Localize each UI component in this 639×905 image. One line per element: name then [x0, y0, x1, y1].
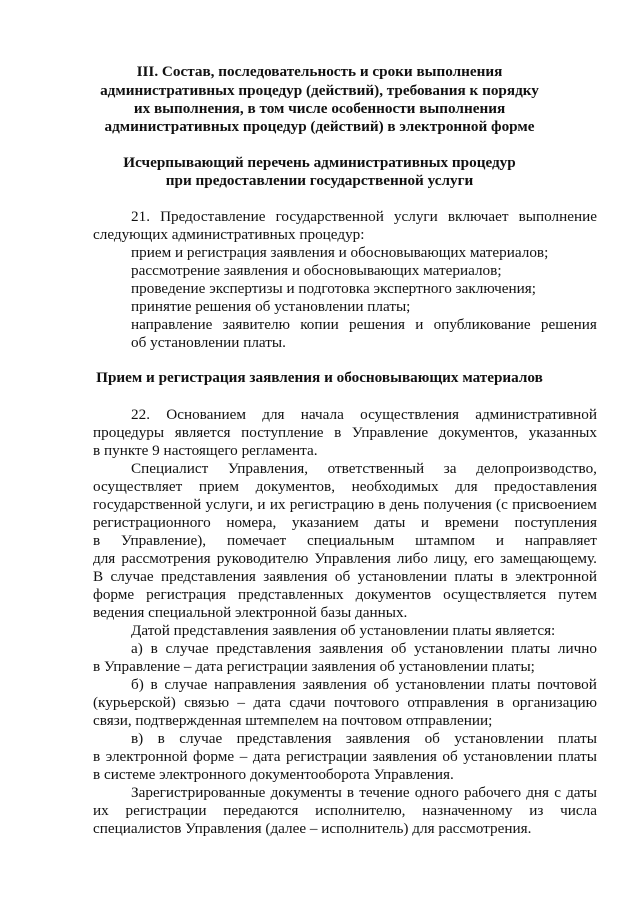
- word: установлении: [454, 730, 544, 747]
- word: заявления: [302, 676, 367, 693]
- word: предоставления: [494, 478, 597, 495]
- p22-line: в пункте 9 настоящего регламента.: [93, 442, 318, 459]
- word: прием: [198, 478, 240, 495]
- word: штампом: [415, 532, 475, 549]
- word: в: [93, 532, 101, 549]
- p22-line: связи, подтвержденная штемпелем на почтовом отправлении;: [93, 712, 493, 729]
- word: течение: [359, 784, 410, 801]
- word: и: [257, 496, 266, 513]
- word: регистрацию: [289, 496, 374, 513]
- word: представления: [236, 730, 332, 747]
- word: Предоставление: [160, 208, 266, 225]
- word: решения: [540, 316, 597, 333]
- word: рассмотрения: [121, 550, 211, 567]
- word: указанием: [291, 514, 359, 531]
- section-heading-line: административных процедур (действий) в электронной форме: [104, 118, 535, 135]
- word: осуществляется: [443, 586, 547, 603]
- word: документов,: [438, 424, 519, 441]
- p21-list-item: об установлении платы.: [131, 334, 286, 351]
- word: в: [150, 676, 158, 693]
- list-heading-line: при предоставлении государственной услуги: [165, 172, 474, 189]
- word: дата: [253, 694, 281, 711]
- word: направления: [214, 676, 296, 693]
- word: числа: [560, 802, 597, 819]
- word: регистрационного: [93, 514, 211, 531]
- p22-line: [131, 783, 597, 802]
- word: форме: [193, 748, 235, 765]
- word: в: [93, 748, 101, 765]
- p22-line: [93, 513, 597, 532]
- p22-line: [93, 477, 597, 496]
- p22-line: специалистов Управления (далее – исполнитель) для рассмотрения.: [93, 820, 532, 837]
- word: руководителю: [216, 550, 309, 567]
- word: (курьерской): [93, 694, 176, 711]
- word: установлении: [414, 640, 504, 657]
- word: Управления: [314, 550, 391, 567]
- word: решения: [349, 316, 406, 333]
- word: передаются: [223, 802, 299, 819]
- word: заявителю: [222, 316, 290, 333]
- word: заявления: [318, 640, 384, 657]
- word: дня: [526, 784, 550, 801]
- word: в): [131, 730, 144, 747]
- word: специальным: [307, 532, 395, 549]
- word: случае: [165, 640, 209, 657]
- word: исполнителю,: [315, 802, 406, 819]
- word: об: [424, 730, 440, 747]
- p22-option-a: [131, 639, 597, 658]
- word: день: [389, 496, 420, 513]
- word: осуществления: [360, 406, 459, 423]
- p21-list-item: рассмотрение заявления и обосновывающих материалов;: [131, 262, 502, 279]
- word: осуществляет: [93, 478, 183, 495]
- word: замещающему.: [500, 550, 597, 567]
- word: регистрации: [286, 748, 368, 765]
- word: –: [237, 694, 245, 711]
- word: начала: [300, 406, 344, 423]
- p21-line: следующих административных процедур:: [93, 226, 365, 243]
- word: необходимых: [351, 478, 439, 495]
- word: об: [334, 568, 351, 585]
- word: из: [529, 802, 544, 819]
- word: платы: [558, 730, 597, 747]
- word: установлении: [463, 748, 553, 765]
- word: в: [378, 496, 386, 513]
- word: направление: [131, 316, 213, 333]
- word: рабочего: [463, 784, 522, 801]
- registration-heading: Прием и регистрация заявления и обосновывающих материалов: [96, 369, 543, 386]
- p22-line: ведения специальной электронной базы данных.: [93, 604, 408, 621]
- word: форме: [93, 586, 135, 603]
- word: почтовой: [537, 676, 597, 693]
- word: в: [334, 424, 342, 441]
- word: и: [495, 532, 504, 549]
- word: для: [262, 406, 285, 423]
- p22-option-b: [131, 675, 597, 694]
- word: платы: [454, 568, 494, 585]
- word: в: [496, 694, 504, 711]
- word: организацию: [512, 694, 597, 711]
- word: документов,: [255, 478, 335, 495]
- word: и: [420, 514, 430, 531]
- word: ответственный: [327, 460, 425, 477]
- p21-list-item: принятие решения об установлении платы;: [131, 298, 411, 315]
- word: в: [500, 568, 508, 585]
- word: случае: [110, 568, 154, 585]
- p22-line: [93, 801, 597, 820]
- word: Управления,: [227, 460, 309, 477]
- word: а): [131, 640, 143, 657]
- word: случае: [164, 676, 208, 693]
- p21-line: [131, 207, 597, 226]
- word: опубликование: [433, 316, 531, 333]
- word: путем: [558, 586, 597, 603]
- word: установлении: [395, 676, 485, 693]
- word: платы: [491, 676, 531, 693]
- p22-line: [131, 405, 597, 424]
- word: в: [150, 640, 158, 657]
- word: заявления: [263, 568, 328, 585]
- word: заявления: [372, 748, 437, 765]
- section-heading-line: их выполнения, в том числе особенности выполнения: [133, 100, 506, 117]
- p22-line: [93, 747, 597, 766]
- word: государственной: [275, 208, 384, 225]
- word: сдачи: [289, 694, 326, 711]
- word: регистрация: [146, 586, 226, 603]
- section-heading-line: III. Состав, последовательность и сроки выполнения: [136, 63, 503, 80]
- word: установлении: [357, 568, 447, 585]
- p22-line: [93, 495, 597, 514]
- word: почтового: [333, 694, 400, 711]
- p22-line: [131, 459, 597, 478]
- word: представленных: [237, 586, 344, 603]
- p22-line: [93, 531, 597, 550]
- word: государственной: [93, 496, 202, 513]
- word: об: [373, 676, 389, 693]
- word: в: [346, 784, 355, 801]
- word: платы: [511, 640, 551, 657]
- word: и: [415, 316, 424, 333]
- word: об: [442, 748, 458, 765]
- word: связью: [184, 694, 230, 711]
- word: направляет: [524, 532, 597, 549]
- word: б): [131, 676, 144, 693]
- word: номера,: [226, 514, 277, 531]
- section-heading-line: административных процедур (действий), требования к порядку: [100, 82, 539, 99]
- p21-list-item: проведение экспертизы и подготовка экспертного заключения;: [131, 280, 536, 297]
- word: получения: [423, 496, 492, 513]
- list-heading-line: Исчерпывающий перечень административных процедур: [123, 154, 516, 171]
- word: копии: [300, 316, 339, 333]
- word: регистрации: [125, 802, 207, 819]
- word: для: [455, 478, 478, 495]
- word: 22.: [131, 406, 150, 423]
- word: Основанием: [166, 406, 246, 423]
- word: платы: [558, 748, 597, 765]
- word: включает: [447, 208, 509, 225]
- word: представления: [161, 568, 256, 585]
- word: лично: [557, 640, 597, 657]
- word: электронной: [105, 748, 188, 765]
- word: документов: [355, 586, 432, 603]
- word: для: [93, 550, 116, 567]
- word: присвоением: [512, 496, 597, 513]
- word: с: [554, 784, 561, 801]
- word: об: [391, 640, 407, 657]
- word: делопроизводство,: [476, 460, 597, 477]
- word: Зарегистрированные: [131, 784, 266, 801]
- word: либо: [396, 550, 428, 567]
- p22-option-c: [131, 729, 597, 748]
- word: административной: [475, 406, 597, 423]
- p22-line: в Управление – дата регистрации заявления об установлении платы;: [93, 658, 535, 675]
- word: даты: [374, 514, 406, 531]
- word: 21.: [131, 208, 150, 225]
- p21-list-item: прием и регистрация заявления и обосновывающих материалов;: [131, 244, 549, 261]
- word: Специалист: [131, 460, 209, 477]
- word: представления: [216, 640, 312, 657]
- word: даты: [566, 784, 597, 801]
- word: Управление: [351, 424, 429, 441]
- word: указанных: [528, 424, 597, 441]
- word: В: [93, 568, 104, 585]
- word: заявления: [345, 730, 411, 747]
- word: Управление),: [121, 532, 207, 549]
- word: –: [239, 748, 248, 765]
- p22-line: [93, 567, 597, 586]
- word: его: [473, 550, 495, 567]
- word: за: [443, 460, 457, 477]
- word: поступления: [514, 514, 597, 531]
- word: является: [174, 424, 231, 441]
- p22-line: в системе электронного документооборота Управления.: [93, 766, 454, 783]
- word: их: [269, 496, 286, 513]
- word: помечает: [226, 532, 287, 549]
- word: в: [157, 730, 165, 747]
- p22-line: [93, 693, 597, 712]
- word: отправления: [407, 694, 489, 711]
- word: дата: [252, 748, 281, 765]
- word: (с: [496, 496, 508, 513]
- word: одного: [414, 784, 459, 801]
- word: документы: [270, 784, 342, 801]
- word: случае: [179, 730, 223, 747]
- word: электронной: [515, 568, 597, 585]
- word: процедуры: [93, 424, 165, 441]
- word: времени: [444, 514, 499, 531]
- word: назначенному: [422, 802, 513, 819]
- p22-line: [93, 423, 597, 442]
- word: лицу,: [434, 550, 468, 567]
- p22-line: [93, 585, 597, 604]
- word: их: [93, 802, 109, 819]
- word: выполнение: [518, 208, 597, 225]
- p22-line: [93, 549, 597, 568]
- word: поступление: [241, 424, 324, 441]
- p22-line: Датой представления заявления об установлении платы является:: [131, 622, 556, 639]
- p21-list-item: [131, 315, 597, 334]
- word: услуги: [393, 208, 438, 225]
- word: услуги,: [205, 496, 254, 513]
